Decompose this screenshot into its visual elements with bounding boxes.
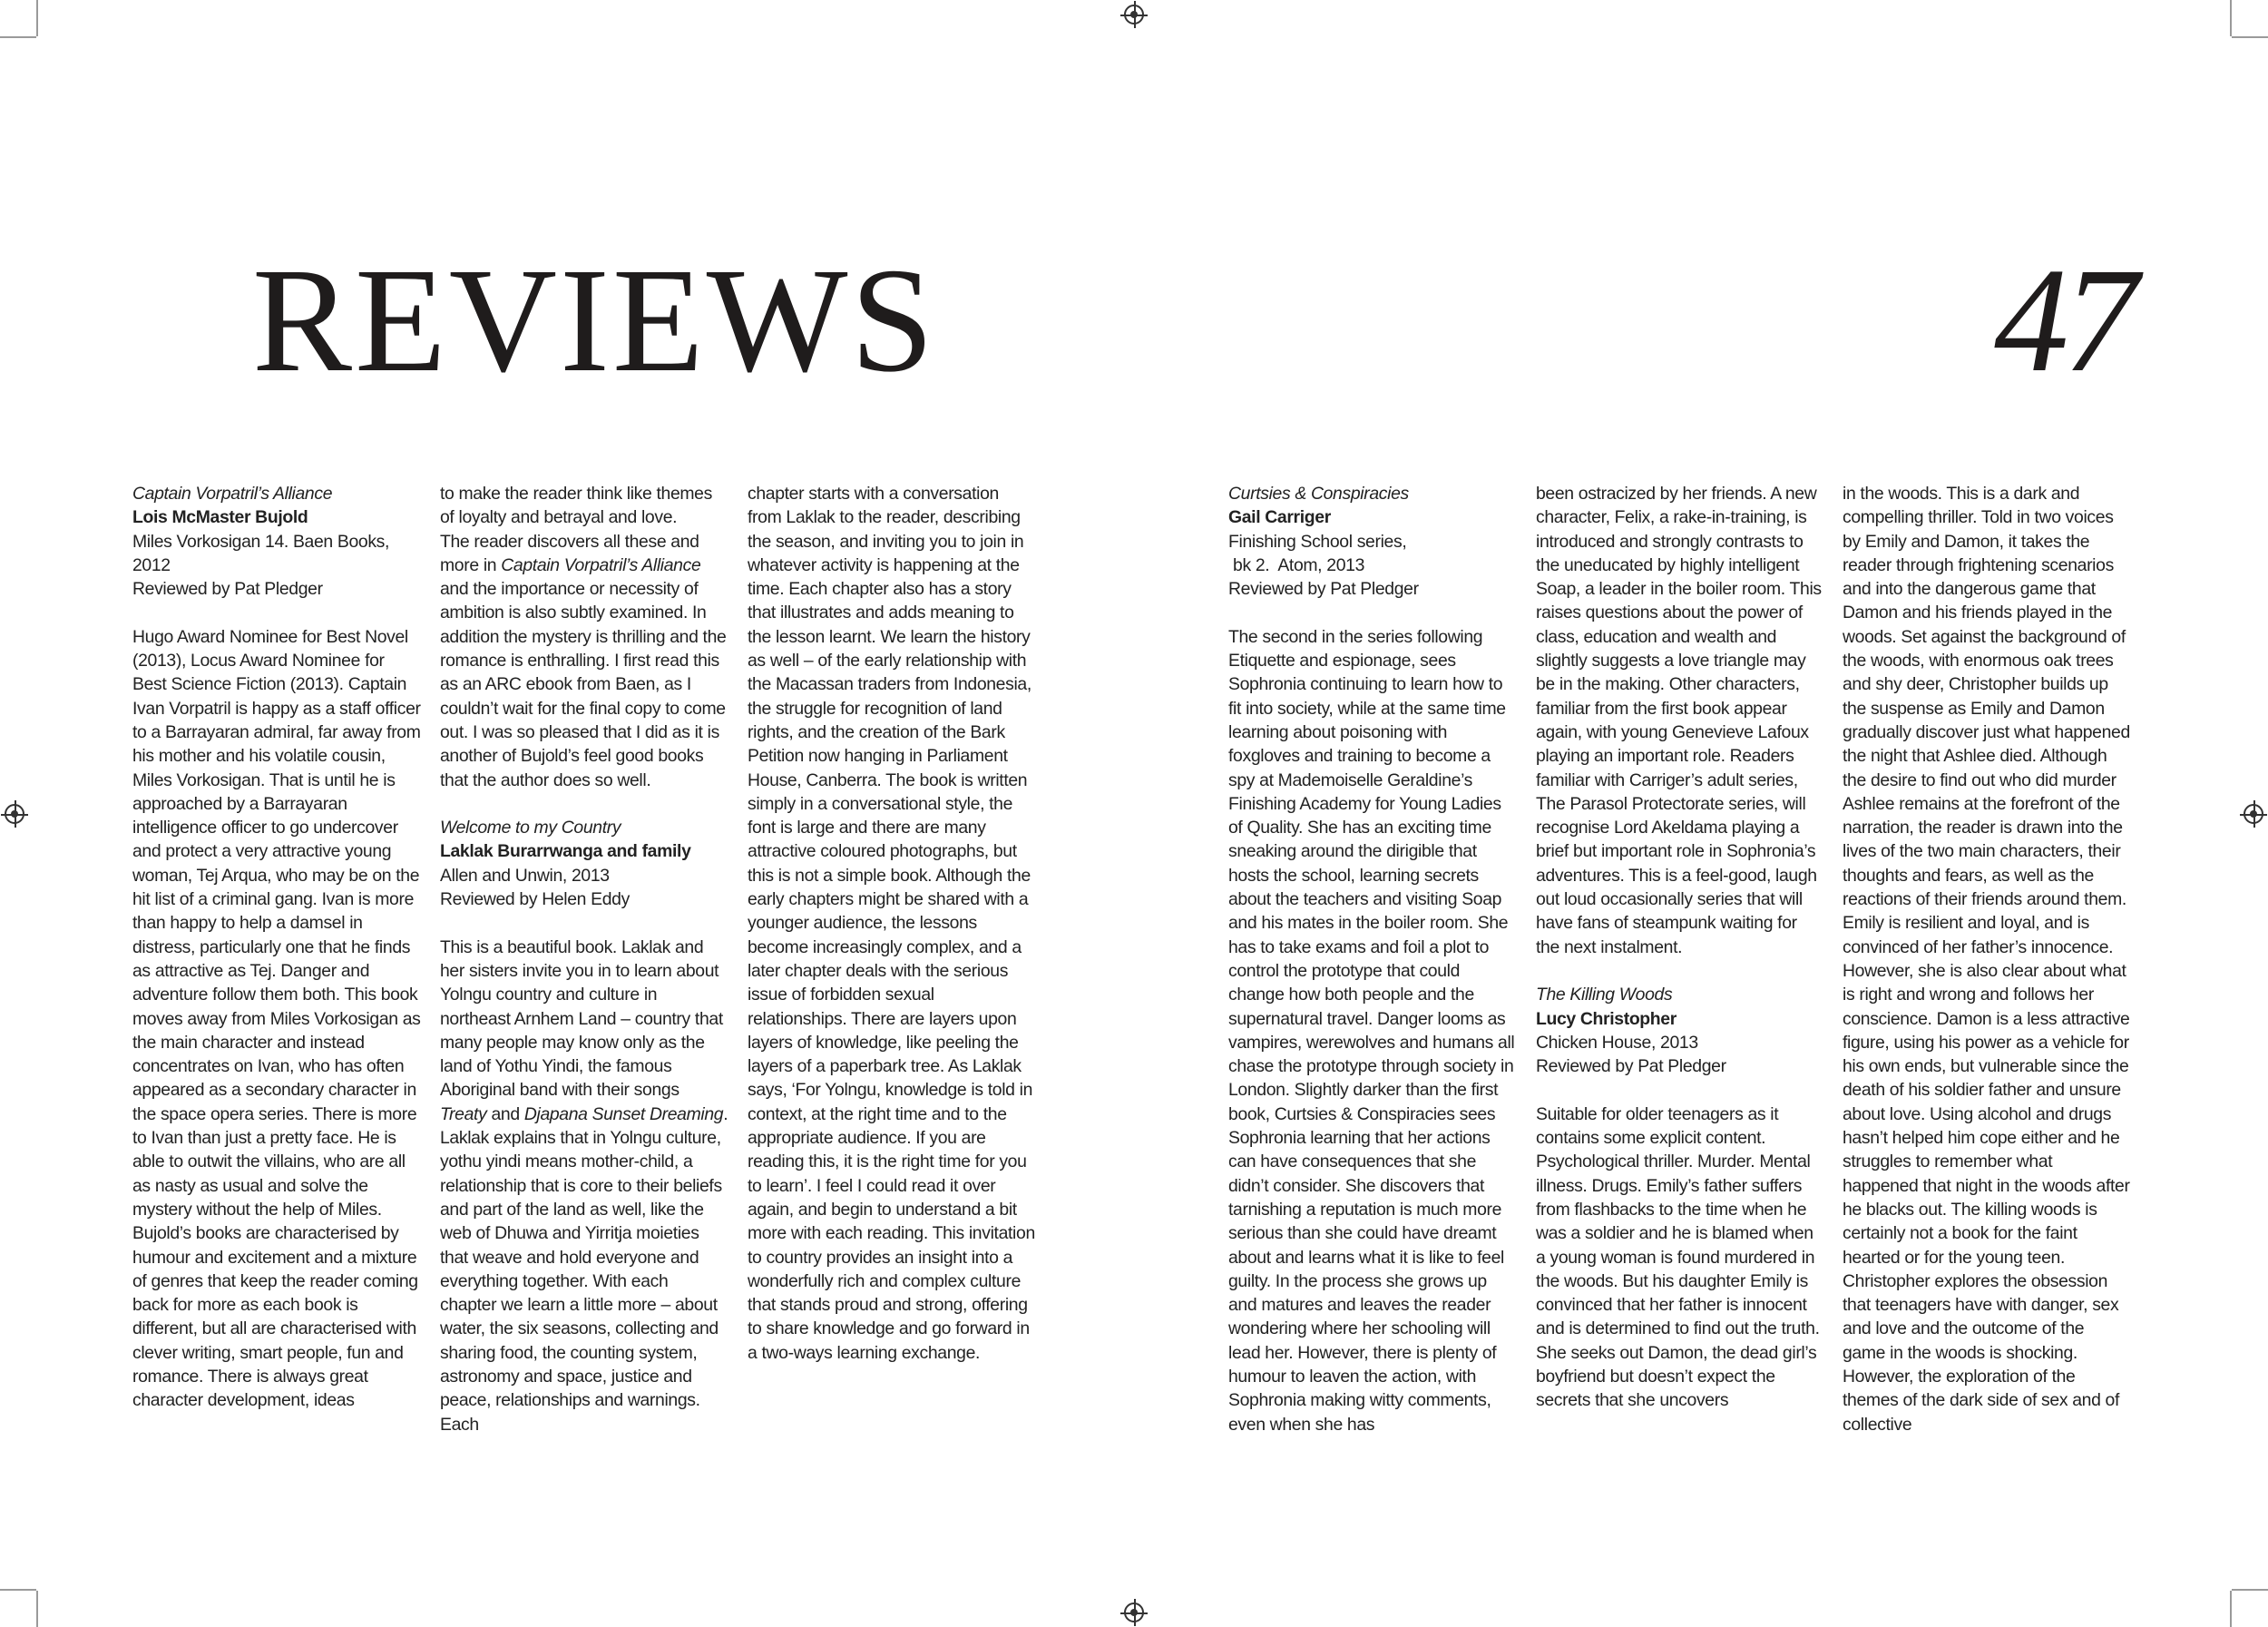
column-5 — [1536, 482, 1824, 1413]
song-title: Djapana Sunset Dreaming — [523, 1103, 724, 1124]
review-body — [440, 936, 728, 1436]
book-publication: Chicken House, 2013 — [1536, 1032, 1698, 1053]
review-body: The second in the series following Etiquette and espionage, sees Sophronia continuing to learn how to fit into society, while at the same time learning about poisoning with foxgloves and training to become a spy at Mademoiselle Geraldine’s Finishing Academy for Young Ladies of Quality. She has an exciting time sneaking around the dirigible that hosts the school, learning secrets about the teachers and visiting Soap and his mates in the boiler room. She has to take exams and foil a plot to control the prototype that could change how both people and the supernatural travel. Danger looms as vampires, werewolves and humans all chase the prototype through society in London. Slightly darker than the first book, Curtsies & Conspiracies sees Sophronia learning that her actions can have consequences that she didn’t consider. She discovers that tarnishing a reputation is much more serious than she could have dreamt about and learns what it is like to feel guilty. In the process she grows up and matures and leaves the reader wondering where her schooling will lead her. However, there is plenty of humour to leaven the action, with Sophronia making witty comments, even when she has — [1228, 626, 1515, 1435]
book-publication: Allen and Unwin, 2013 — [440, 865, 610, 886]
review-text: and — [491, 1103, 520, 1124]
registration-mark-icon — [1124, 5, 1144, 25]
registration-mark-icon — [1124, 1602, 1144, 1622]
review-body: Suitable for older teenagers as it contains some explicit content. Psychological thriller. Murder. Mental illness. Drugs. Emily’s father suffers from flashbacks to the time when he was a soldier and he is blamed when a young woman is found murdered in the woods. But his daughter Emily is convinced that her father is innocent and is determined to find out the truth. She seeks out Damon, the dead girl’s boyfriend but doesn’t expect the secrets that she uncovers — [1536, 1103, 1820, 1411]
book-publication: Miles Vorkosigan 14. Baen Books, — [132, 531, 390, 552]
crop-mark — [2230, 0, 2232, 36]
crop-mark — [2230, 1591, 2232, 1627]
review-body: chapter starts with a conversation from Laklak to the reader, describing the season, and inviting you to join in whatever activity is happening at the time. Each chapter also has a story that illustrates and adds meaning to the lesson learnt. We learn the history as well – of the early relationship with the Macassan traders from Indonesia, the struggle for recognition of land rights, and the creation of the Bark Petition now hanging in Parliament House, Canberra. The book is written simply in a conversational style, the font is large and there are many attractive coloured photographs, but this is not a simple book. Although the early chapters might be shared with a younger audience, the lessons become increasingly complex, and a later chapter deals with the serious issue of forbidden sexual relationships. There are layers upon layers of knowledge, like peeling the layers of a paperbark tree. As Laklak says, ‘For Yolngu, knowledge is told in context, at the right time and to the appropriate audience. If you are reading this, it is the right time for you to learn’. I feel I could read it over again, and begin to understand a bit more with each reading. This invitation to country provides an insight into a wonderfully rich and complex culture that stands proud and strong, offering to share knowledge and go forward in a two-ways learning exchange. — [748, 484, 1035, 1363]
crop-mark — [0, 36, 36, 38]
crop-mark — [0, 1589, 36, 1591]
book-title: Curtsies & Conspiracies — [1228, 484, 1409, 504]
column-4 — [1228, 482, 1517, 1436]
column-1 — [132, 482, 421, 1413]
crop-mark — [2232, 1589, 2268, 1591]
song-title: Treaty — [440, 1103, 487, 1124]
book-title: The Killing Woods — [1536, 985, 1673, 1005]
reviewer: Reviewed by Pat Pledger — [1536, 1056, 1726, 1077]
review-text: This is a beautiful book. Laklak and her sisters invite you in to learn about Yolngu country and culture in northeast Arnhem Land – country that many people may know only as the land of Yothu Yindi, the famous Aboriginal band with their songs — [440, 936, 723, 1101]
column-6 — [1843, 482, 2131, 1436]
review-text: and the importance or necessity of ambition is also subtly examined. In addition the mystery is thrilling and the romance is enthralling. I first read this as an ARC ebook from Baen, as I couldn’t wait for the final copy to come out. I was so pleased that I did as it is another of Bujold’s feel good books that the author does so well. — [440, 579, 727, 790]
book-title: Captain Vorpatril’s Alliance — [132, 484, 333, 504]
book-title-inline: Captain Vorpatril’s Alliance — [501, 554, 701, 575]
reviewer: Reviewed by Helen Eddy — [440, 889, 630, 910]
book-author: Lucy Christopher — [1536, 1008, 1677, 1029]
book-author: Lois McMaster Bujold — [132, 507, 308, 528]
review-text: The reader discovers all these and more in — [440, 531, 699, 575]
crop-mark — [2232, 36, 2268, 38]
book-publication: 2012 — [132, 554, 171, 575]
book-publication: Finishing School series, — [1228, 531, 1407, 552]
book-title: Welcome to my Country — [440, 818, 621, 838]
reviewer: Reviewed by Pat Pledger — [1228, 579, 1419, 600]
review-text: . Laklak explains that in Yolngu culture, yothu yindi means mother-child, a relationship that is core to their beliefs and part of the land as well, like the web of Dhuwa and Yirritja moieties that weave and hold everyone and everything together. With each chapter we learn a little more – about water, the six seasons, collecting and sharing food, the counting system, astronomy and space, justice and peace, relationships and warnings. Each — [440, 1103, 728, 1435]
review-body: been ostracized by her friends. A new character, Felix, a rake-in-training, is introduced and strongly contrasts to the uneducated by highly intelligent Soap, a leader in the boiler room. This raises questions about the power of class, education and wealth and slightly suggests a love triangle may be in the making. Other characters, familiar from the first book appear again, with young Genevieve Lafoux playing an important role. Readers familiar with Carriger’s adult series, The Parasol Protectorate series, will recognise Lord Akeldama playing a brief but important role in Sophronia’s adventures. This is a feel-good, laugh out loud occasionally series that will have fans of steampunk waiting for the next instalment. — [1536, 484, 1822, 957]
review-body: Hugo Award Nominee for Best Novel (2013), Locus Award Nominee for Best Science Fiction (2013). Captain Ivan Vorpatril is happy as a staff officer to a Barrayaran admiral, far away from his mother and his volatile cousin, Miles Vorkosigan. That is until he is approached by a Barrayaran intelligence officer to go undercover and protect a very attractive young woman, Tej Arqua, who may be on the hit list of a criminal gang. Ivan is more than happy to help a damsel in distress, particularly one that he finds as attractive as Tej. Danger and adventure follow them both. This book moves away from Miles Vorkosigan as the main character and instead concentrates on Ivan, who has often appeared as a secondary character in the space opera series. There is more to Ivan than just a pretty face. He is able to outwit the villains, who are all as nasty as usual and solve the mystery without the help of Miles. Bujold’s books are characterised by humour and excitement and a mixture of genres that keep the reader coming back for more as each book is different, but all are characterised with clever writing, smart people, fun and romance. There is always great character development, ideas — [132, 626, 421, 1411]
crop-mark — [36, 0, 38, 36]
registration-mark-icon — [5, 804, 24, 824]
review-body: in the woods. This is a dark and compelling thriller. Told in two voices by Emily and Damon, it takes the reader through frightening scenarios and into the dangerous game that Damon and his friends played in the woods. Set against the background of the woods, with enormous oak trees and shy deer, Christopher builds up the suspense as Emily and Damon gradually discover just what happened the night that Ashlee died. Although the desire to find out who did murder Ashlee remains at the forefront of the narration, the reader is drawn into the lives of the two main characters, their thoughts and fears, as well as the reactions of their friends around them. Emily is resilient and loyal, and is convinced of her father’s innocence. However, she is also clear about what is right and wrong and follows her conscience. Damon is a less attractive figure, using his power as a vehicle for his own ends, but vulnerable since the death of his soldier father and unsure about love. Using alcohol and drugs hasn’t helped him cope either and he struggles to remember what happened that night in the woods after he blacks out. The killing woods is certainly not a book for the faint hearted or for the young teen. Christopher explores the obsession that teenagers have with danger, sex and love and the outcome of the game in the woods is shocking. However, the exploration of the themes of the dark side of sex and of collective — [1843, 484, 2130, 1435]
column-3 — [748, 482, 1036, 1365]
crop-mark — [36, 1591, 38, 1627]
page-title: REVIEWS — [252, 237, 937, 403]
review-body — [440, 530, 728, 792]
reviewer: Reviewed by Pat Pledger — [132, 579, 323, 600]
book-author: Laklak Burarrwanga and family — [440, 841, 691, 862]
column-2 — [440, 482, 728, 1436]
review-body: to make the reader think like themes of loyalty and betrayal and love. — [440, 484, 712, 528]
book-publication: bk 2. Atom, 2013 — [1228, 554, 1364, 575]
book-author: Gail Carriger — [1228, 507, 1331, 528]
page-number: 47 — [1994, 237, 2133, 403]
registration-mark-icon — [2244, 804, 2263, 824]
